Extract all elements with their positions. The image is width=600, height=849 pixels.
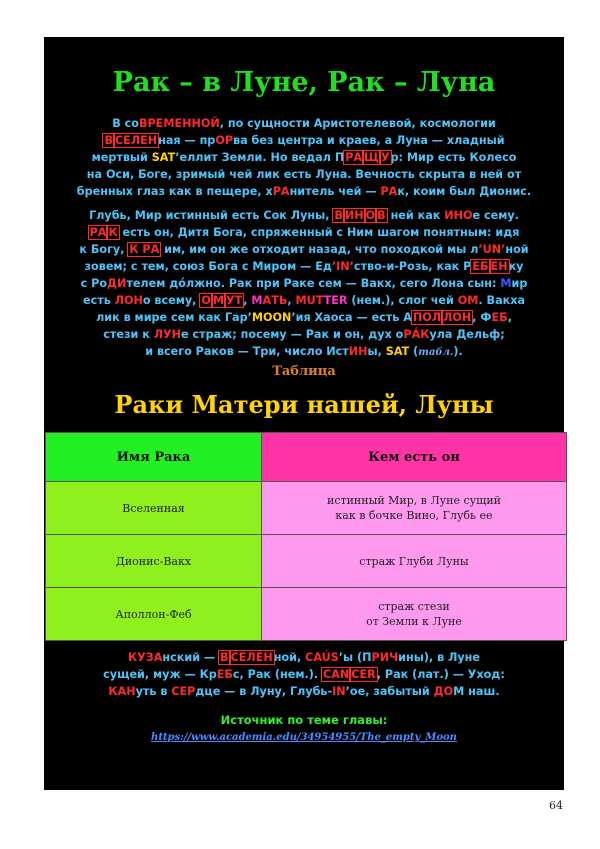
text-run: ОР [215, 134, 234, 147]
text-run: УТ [225, 294, 243, 307]
text-run: ЕБ [472, 260, 489, 273]
text-run: ины), в Луне [398, 651, 480, 664]
text-run: ней как [386, 209, 445, 222]
text-run: РА [272, 185, 290, 198]
text-run: РÁК [403, 328, 430, 341]
text-run: е страж; посему — Рак и он, дух о [181, 328, 404, 341]
text-run: , [507, 311, 512, 324]
text-run: MOON [251, 311, 292, 324]
text-run: дце — в Луну, Глубь- [195, 685, 333, 698]
text-run: В [377, 209, 386, 222]
text-run: ’еллит Земли. Но ведал П [175, 151, 345, 164]
text-run: АТЬ [262, 294, 288, 307]
text-run: уть в [135, 685, 172, 698]
text-run: ир [511, 277, 528, 290]
text-run: к, коим был Дионис. [397, 185, 532, 198]
page-panel [44, 37, 564, 790]
text-run: К РА [129, 243, 160, 256]
text-run: Щ [364, 151, 379, 164]
text-run: ная — пр [158, 134, 216, 147]
cell-description [262, 482, 567, 535]
text-run: РА [380, 185, 398, 198]
text-run: IN [332, 685, 346, 698]
text-run: , по сущности Аристотелевой, космологии [219, 117, 496, 130]
text-run: бренных глаз как в пещере, х [76, 185, 273, 198]
header-description: Кем есть он [262, 433, 567, 482]
text-run: М [251, 294, 263, 307]
table-reference: табл. [418, 347, 454, 358]
text-run: ’ы (П [338, 651, 372, 664]
text-run: им, им он же отходит назад, что походкой мы л [160, 243, 479, 256]
text-run: , Ф [472, 311, 492, 324]
text-run: В со [112, 117, 139, 130]
text-run: . Вакха [478, 294, 525, 307]
text-run: и всего Раков — Три, число Ист [145, 345, 349, 358]
text-run: TER [323, 294, 348, 307]
text-run: ной, [273, 651, 306, 664]
text-run: М [212, 294, 224, 307]
text-run: СЕР [171, 685, 196, 698]
cell-name: Аполлон-Феб [46, 588, 262, 641]
paragraph-conclusion [58, 649, 550, 700]
page-title: Рак – в Луне, Рак – Луна [112, 67, 496, 98]
text-run: ЛОН [443, 311, 472, 324]
text-run: , Рак (лат.) — Уход: [376, 668, 505, 681]
text-run: КУЗА [128, 651, 163, 664]
cell-description [262, 588, 567, 641]
source-link[interactable]: https://www.academia.edu/34954955/The_empty_Moon [151, 732, 457, 743]
text-run: СЕЛЕН [114, 134, 158, 147]
text-run: зовем; с тем, союз Бога с Миром — Ед [84, 260, 332, 273]
text-run: ’UN’ [478, 243, 506, 256]
table-row [46, 482, 567, 535]
cell-line: как в бочке Вино, Глубь ее [335, 509, 493, 522]
cell-name: Вселенная [46, 482, 262, 535]
rak-table [45, 432, 567, 641]
table-row [46, 535, 567, 588]
text-run: ДИ [107, 277, 127, 290]
text-run: стези к [103, 328, 154, 341]
text-run: ЛУН [153, 328, 181, 341]
cell-name: Дионис-Вакх [46, 535, 262, 588]
text-run: лик в мире сем как Гар’ [96, 311, 252, 324]
text-run: CAN [323, 668, 350, 681]
table-row [46, 588, 567, 641]
text-run: ИН [344, 209, 364, 222]
table-title: Раки Матери нашей, Луны [114, 390, 494, 419]
cell-line: истинный Мир, в Луне сущий [327, 494, 501, 507]
cell-line: от Земли к Луне [366, 615, 462, 628]
text-run: ство-и-Розь, как Р [353, 260, 472, 273]
page-number: 64 [549, 799, 563, 812]
header-name: Имя Рака [46, 433, 262, 482]
text-run: с, Рак (нем.). [232, 668, 323, 681]
text-run: О [201, 294, 211, 307]
text-run: е сему. [472, 209, 519, 222]
text-run: CAÚS [305, 651, 339, 664]
text-run: MUT [295, 294, 324, 307]
text-run: ЛОН [114, 294, 143, 307]
text-run: ОМ [457, 294, 479, 307]
text-run: сущей, муж — Кр [103, 668, 217, 681]
cell-description: страж Глуби Луны [262, 535, 567, 588]
text-run: ВРЕМЕННОЙ [138, 117, 220, 130]
text-run: ЁН [490, 260, 508, 273]
text-run: ЕБ [491, 311, 508, 324]
text-run: ной [505, 243, 529, 256]
text-run: РА [345, 151, 363, 164]
text-run: В [104, 134, 113, 147]
text-run: РИЧ [371, 651, 399, 664]
text-run: ПОЛ [412, 311, 442, 324]
text-run: телем дóлжно. Рак при Раке сем — Вакх, сего Лона сын: [126, 277, 501, 290]
text-run: (нем.), слог чей [347, 294, 458, 307]
text-run: ИН [348, 345, 368, 358]
text-run: ва без центра и краев, а Луна — хладный [233, 134, 505, 147]
text-run: , [287, 294, 296, 307]
text-run: ). [453, 345, 463, 358]
text-run: СЕЛЕН [230, 651, 273, 664]
text-run: Глубь, Мир истинный есть Сок Луны, [89, 209, 334, 222]
text-run: SAT [385, 345, 410, 358]
text-run: РА [89, 226, 107, 239]
text-run: ’ия Хаоса — есть А [291, 311, 412, 324]
table-header-row [46, 433, 567, 482]
text-run: В [334, 209, 343, 222]
text-run: мертвый [91, 151, 152, 164]
text-run: SAT [151, 151, 176, 164]
cell-line: страж стези [378, 600, 450, 613]
text-run: ’ое, забытый [345, 685, 434, 698]
text-run: В [220, 651, 229, 664]
text-run: о всему, [142, 294, 201, 307]
source-label: Источник по теме главы: [220, 713, 388, 727]
paragraph-intro [58, 115, 550, 200]
text-run: на Оси, Боге, зримый чей лик есть Луна. Вечность скрыта в ней от [86, 168, 522, 181]
text-run: ( [409, 345, 419, 358]
text-run: есть он, Дитя Бога, спряженный с Ним шагом понятным: идя [118, 226, 520, 239]
text-run: К [108, 226, 118, 239]
text-run: к Богу, [79, 243, 129, 256]
text-run: ку [508, 260, 524, 273]
text-run: с Ро [80, 277, 108, 290]
text-run: КАН [108, 685, 136, 698]
text-run: У [380, 151, 390, 164]
text-run: ы, [367, 345, 386, 358]
text-run: ’IN’ [331, 260, 354, 273]
text-run: ула Дельф; [429, 328, 505, 341]
text-run: CER [351, 668, 376, 681]
text-run: М наш. [453, 685, 500, 698]
text-run: , [243, 294, 252, 307]
paragraph-main [58, 207, 550, 361]
text-run: есть [82, 294, 115, 307]
text-run: нский — [162, 651, 220, 664]
text-run: р: Мир есть Колесо [390, 151, 517, 164]
text-run: М [500, 277, 512, 290]
text-run: ДО [433, 685, 454, 698]
table-label: Таблица [272, 364, 336, 379]
text-run: ЕБ [216, 668, 233, 681]
text-run: нитель чей — [289, 185, 381, 198]
text-run: О [365, 209, 376, 222]
text-run: ИНО [444, 209, 473, 222]
